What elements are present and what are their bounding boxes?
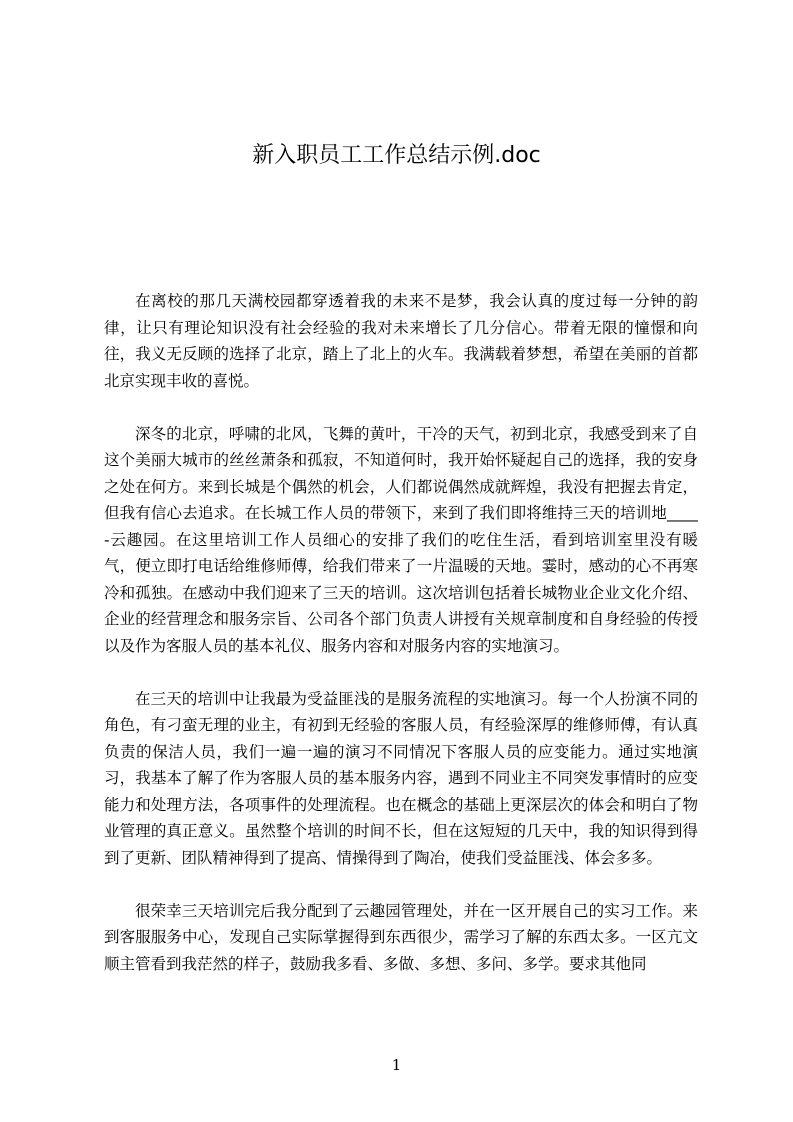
document-body	[104, 288, 698, 1004]
paragraph: 很荣幸三天培训完后我分配到了云趣园管理处，并在一区开展自己的实习工作。来到客服服务中心，发现自己实际掌握得到东西很少，需学习了解的东西太多。一区亢文顺主管看到我茫然的样子，鼓励我多看、多做、多想、多问、多学。要求其他同	[104, 901, 698, 973]
document-title: 新入职员工工作总结示例.doc	[252, 143, 541, 168]
page-number: 1	[391, 1056, 402, 1074]
paragraph: 在三天的培训中让我最为受益匪浅的是服务流程的实地演习。每一个人扮演不同的角色，有刁蛮无理的业主，有初到无经验的客服人员，有经验深厚的维修师傅，有认真负责的保洁人员，我们一遍一遍的演习不同情况下客服人员的应变能力。通过实地演习，我基本了解了作为客服人员的基本服务内容，遇到不同业主不同突发事情时的应变能力和处理方法，各项事件的处理流程。也在概念的基础上更深层次的体会和明白了物业管理的真正意义。虽然整个培训的时间不长，但在这短短的几天中，我的知识得到得到了更新、团队精神得到了提高、情操得到了陶冶，使我们受益匪浅、体会多多。	[104, 689, 698, 867]
paragraph: 在离校的那几天满校园都穿透着我的未来不是梦，我会认真的度过每一分钟的韵律，让只有理论知识没有社会经验的我对未来增长了几分信心。带着无限的憧憬和向往，我义无反顾的选择了北京，踏上了北上的火车。我满载着梦想，希望在美丽的首都北京实现丰收的喜悦。	[104, 292, 698, 390]
paragraph: 深冬的北京，呼啸的北风，飞舞的黄叶，干冷的天气，初到北京，我感受到来了自这个美丽大城市的丝丝萧条和孤寂，不知道何时，我开始怀疑起自己的选择，我的安身之处在何方。来到长城是个偶然的机会，人们都说偶然成就辉煌，我没有把握去肯定，但我有信心去追求。在长城工作人员的带领下，来到了我们即将维持三天的培训地____-云趣园。在这里培训工作人员细心的安排了我们的吃住生活，看到培训室里没有暖气，便立即打电话给维修师傅，给我们带来了一片温暖的天地。霎时，感动的心不再寒冷和孤独。在感动中我们迎来了三天的培训。这次培训包括着长城物业企业文化介绍、企业的经营理念和服务宗旨、公司各个部门负责人讲授有关规章制度和自身经验的传授以及作为客服人员的基本礼仪、服务内容和对服务内容的实地演习。	[104, 424, 698, 655]
